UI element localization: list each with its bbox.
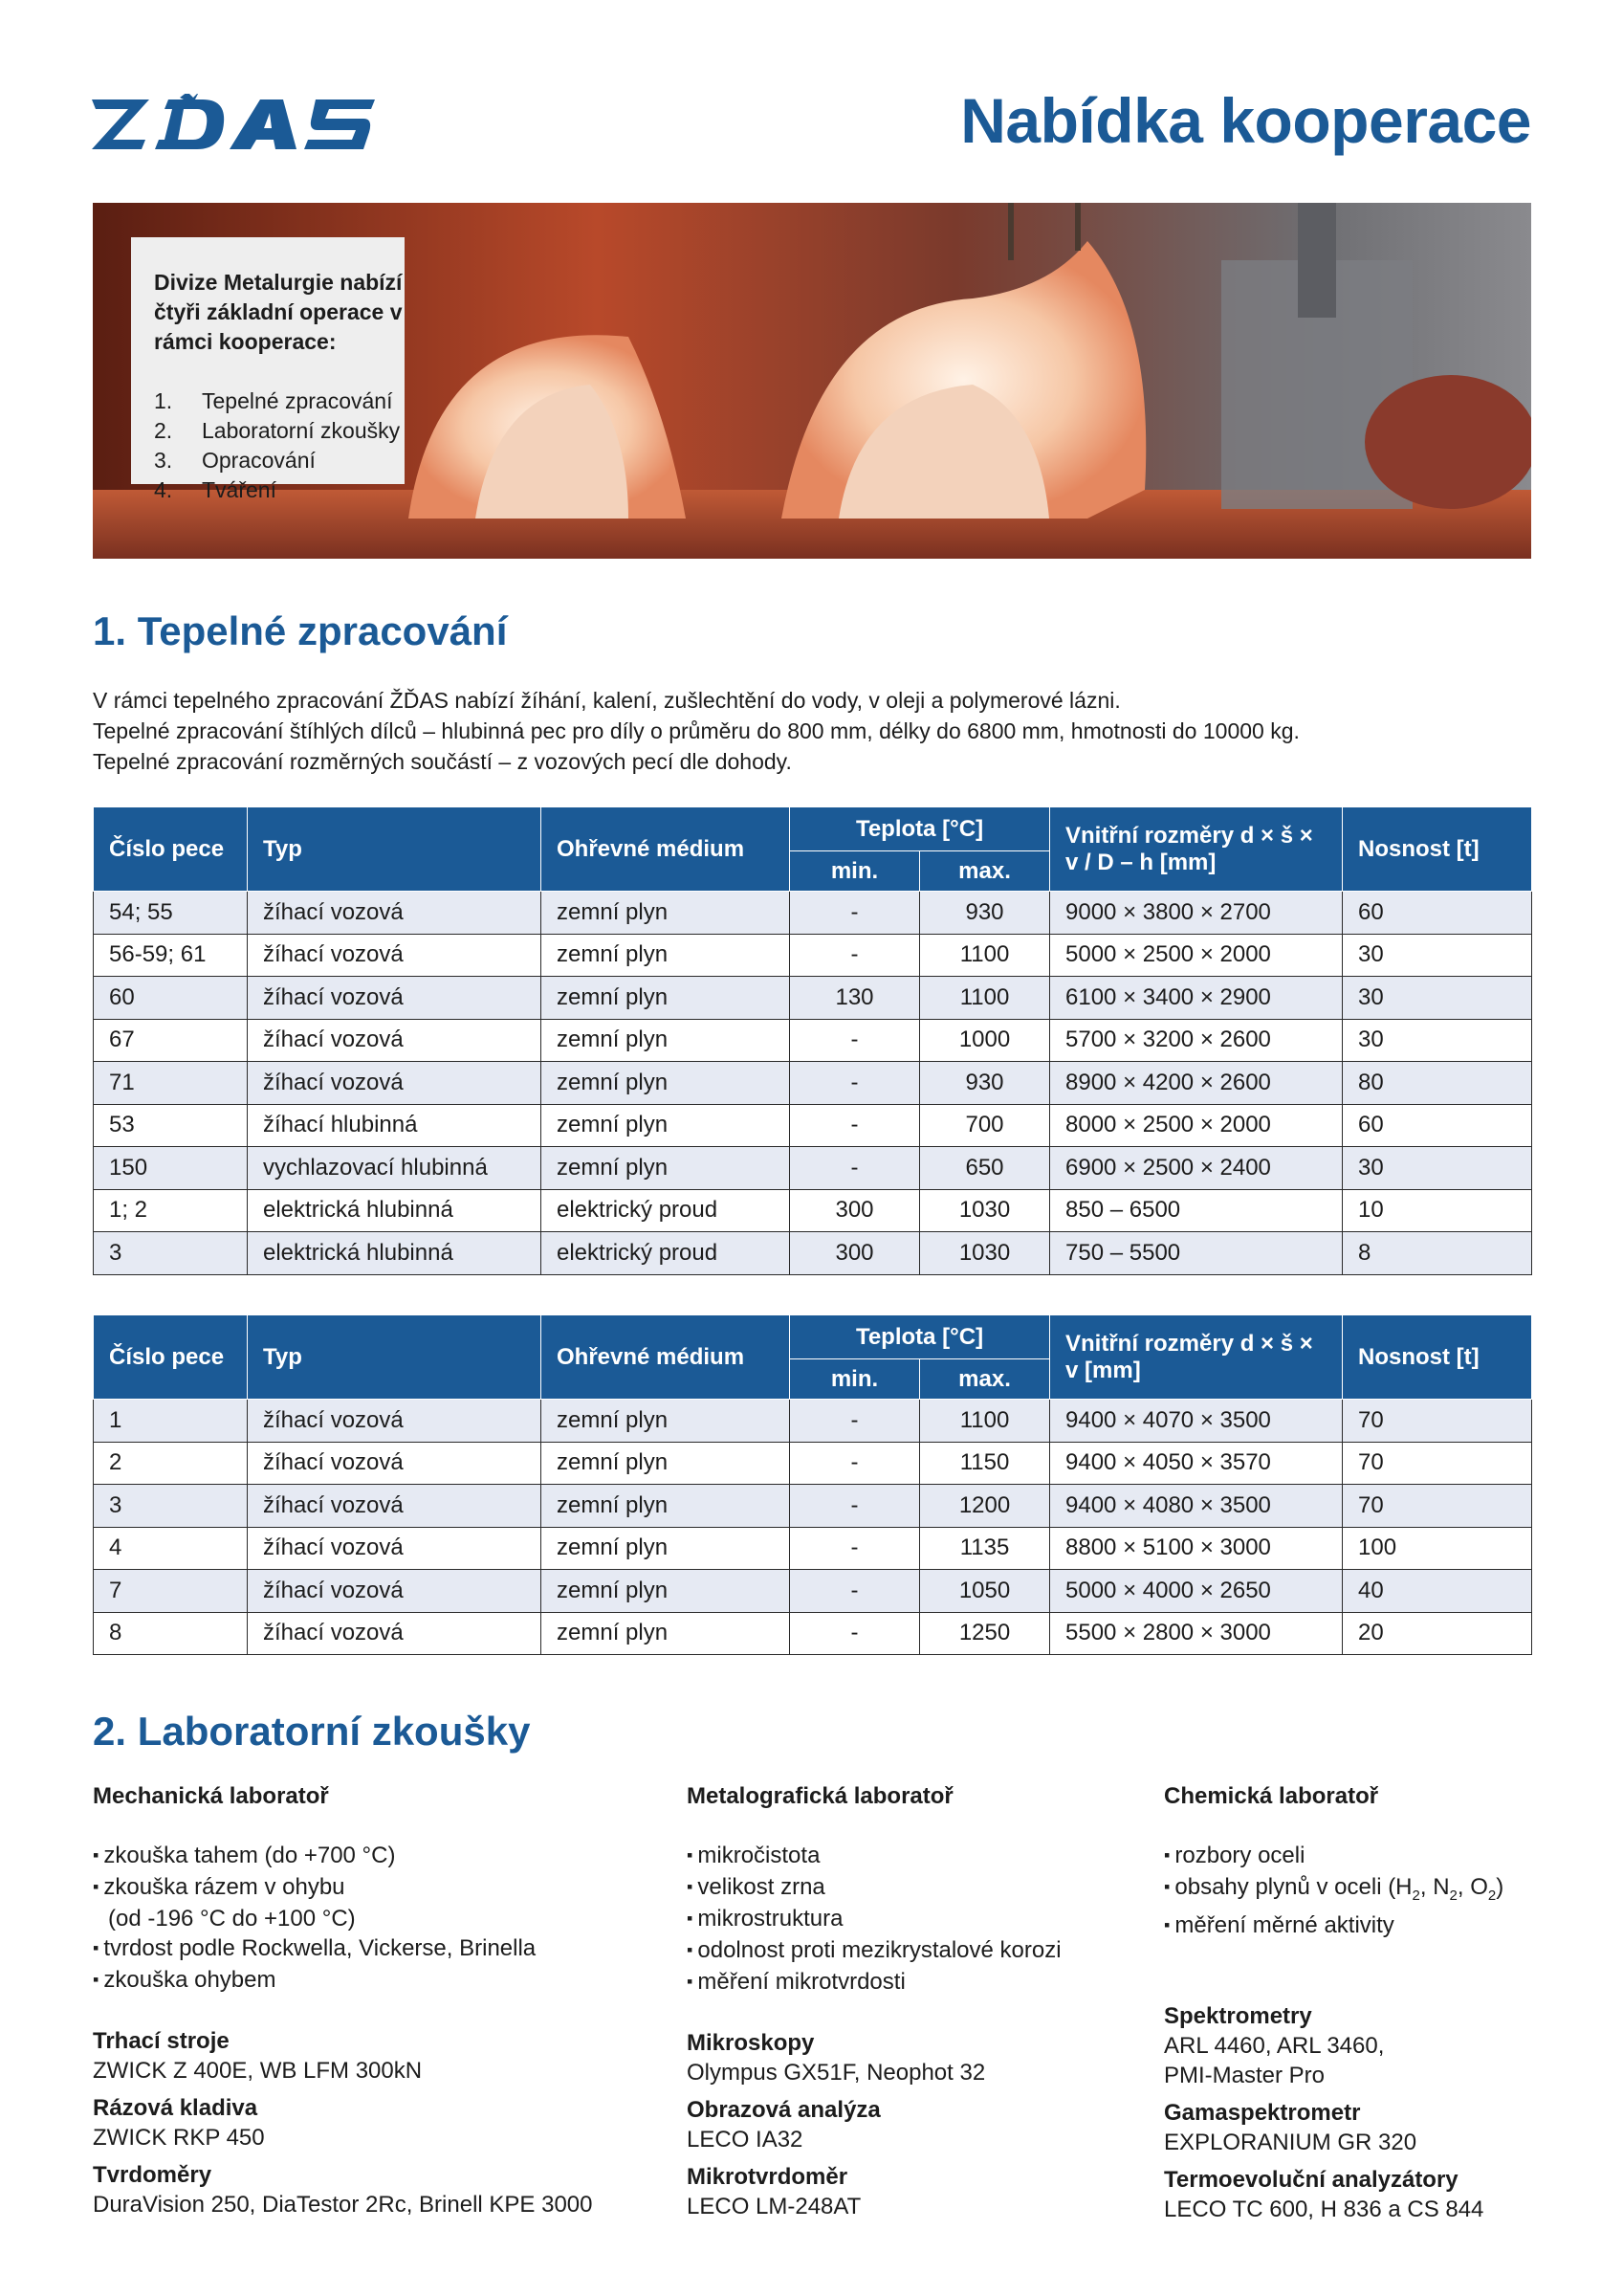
list-number: 3. <box>154 448 173 473</box>
col-header-capacity: Nosnost [t] <box>1343 1315 1532 1400</box>
cell-capacity: 30 <box>1343 1147 1532 1190</box>
operations-list <box>154 386 405 505</box>
list-item <box>154 416 405 446</box>
cell-temp-max: 1200 <box>920 1485 1050 1528</box>
cell-temp-max: 1000 <box>920 1019 1050 1062</box>
table-row <box>94 1104 1532 1147</box>
cell-temp-max: 1250 <box>920 1612 1050 1655</box>
cell-temp-max: 1050 <box>920 1570 1050 1613</box>
hero-info-box <box>131 237 405 502</box>
cell-temp-min: 300 <box>790 1189 920 1232</box>
hero-intro: Divize Metalurgie nabízí čtyři základní operace v rámci kooperace: <box>154 270 403 354</box>
cell-temp-min: - <box>790 1062 920 1105</box>
col-header-max: max. <box>920 1359 1050 1400</box>
cell-temp-min: - <box>790 892 920 935</box>
cell-capacity: 30 <box>1343 977 1532 1020</box>
table-row <box>94 1400 1532 1443</box>
cell-temp-max: 1135 <box>920 1527 1050 1570</box>
equipment-label: Mikroskopy <box>687 2030 815 2056</box>
equipment-value: DuraVision 250, DiaTestor 2Rc, Brinell KPE 3000 <box>93 2192 593 2218</box>
list-label: Tepelné zpracování <box>202 388 393 413</box>
cell-dimensions: 8000 × 2500 × 2000 <box>1050 1104 1343 1147</box>
cell-number: 60 <box>94 977 248 1020</box>
cell-medium: zemní plyn <box>541 1104 790 1147</box>
cell-temp-min: 300 <box>790 1232 920 1275</box>
cell-capacity: 60 <box>1343 892 1532 935</box>
section-heading-lab-tests: 2. Laboratorní zkoušky <box>93 1709 531 1754</box>
list-item <box>154 475 405 505</box>
cell-medium: zemní plyn <box>541 934 790 977</box>
list-item: ▪ měření měrné aktivity <box>1164 1910 1503 1942</box>
equipment-label: Termoevoluční analyzátory <box>1164 2166 1459 2193</box>
metallographic-lab-column <box>687 1781 1062 2221</box>
equipment-value: LECO LM-248AT <box>687 2194 862 2219</box>
cell-dimensions: 850 – 6500 <box>1050 1189 1343 1232</box>
cell-capacity: 100 <box>1343 1527 1532 1570</box>
cell-capacity: 30 <box>1343 1019 1532 1062</box>
equipment-label: Obrazová analýza <box>687 2097 881 2123</box>
cell-medium: zemní plyn <box>541 892 790 935</box>
cell-capacity: 60 <box>1343 1104 1532 1147</box>
cell-capacity: 70 <box>1343 1400 1532 1443</box>
equipment-value: ARL 4460, ARL 3460, <box>1164 2032 1385 2059</box>
cell-dimensions: 9400 × 4070 × 3500 <box>1050 1400 1343 1443</box>
col-header-temperature: Teplota [°C] <box>790 807 1050 851</box>
cell-type: vychlazovací hlubinná <box>248 1147 541 1190</box>
col-header-min: min. <box>790 851 920 892</box>
col-header-type: Typ <box>248 1315 541 1400</box>
cell-dimensions: 5000 × 2500 × 2000 <box>1050 934 1343 977</box>
table-row <box>94 1019 1532 1062</box>
cell-type: elektrická hlubinná <box>248 1189 541 1232</box>
cell-number: 150 <box>94 1147 248 1190</box>
list-item <box>154 386 405 416</box>
list-item: ▪ mikročistota <box>687 1841 1062 1872</box>
equipment-label: Tvrdoměry <box>93 2162 212 2188</box>
table-row <box>94 977 1532 1020</box>
cell-capacity: 8 <box>1343 1232 1532 1275</box>
furnace-table-1 <box>93 806 1532 1275</box>
table-body <box>94 1400 1532 1655</box>
cell-number: 71 <box>94 1062 248 1105</box>
list-label: Laboratorní zkoušky <box>202 418 401 443</box>
table-row <box>94 892 1532 935</box>
cell-dimensions: 6100 × 3400 × 2900 <box>1050 977 1343 1020</box>
cell-temp-min: - <box>790 1019 920 1062</box>
cell-temp-max: 1100 <box>920 934 1050 977</box>
cell-medium: elektrický proud <box>541 1189 790 1232</box>
equipment-value: Olympus GX51F, Neophot 32 <box>687 2060 986 2086</box>
col-header-max: max. <box>920 851 1050 892</box>
col-header-capacity: Nosnost [t] <box>1343 807 1532 892</box>
table-row <box>94 934 1532 977</box>
table-row <box>94 1485 1532 1528</box>
cell-temp-max: 1150 <box>920 1442 1050 1485</box>
list-label: Tváření <box>202 477 276 502</box>
cell-type: žíhací vozová <box>248 1570 541 1613</box>
cell-number: 1; 2 <box>94 1189 248 1232</box>
equipment-value: LECO TC 600, H 836 a CS 844 <box>1164 2196 1484 2222</box>
cell-medium: zemní plyn <box>541 1485 790 1528</box>
cell-capacity: 70 <box>1343 1442 1532 1485</box>
chemical-lab-column <box>1164 1781 1503 2224</box>
list-item: ▪ měření mikrotvrdosti <box>687 1967 1062 1998</box>
list-number: 1. <box>154 388 173 413</box>
cell-dimensions: 5500 × 2800 × 3000 <box>1050 1612 1343 1655</box>
hero-image <box>93 203 1531 559</box>
cell-temp-min: - <box>790 934 920 977</box>
equipment-label: Gamaspektrometr <box>1164 2099 1361 2126</box>
intro-line: Tepelné zpracování rozměrných součástí – z vozových pecí dle dohody. <box>93 749 792 774</box>
cell-medium: zemní plyn <box>541 1527 790 1570</box>
intro-line: V rámci tepelného zpracování ŽĎAS nabízí žíhání, kalení, zušlechtění do vody, v oleji a polymerové lázni. <box>93 688 1121 713</box>
col-header-type: Typ <box>248 807 541 892</box>
cell-medium: zemní plyn <box>541 1612 790 1655</box>
cell-temp-min: - <box>790 1485 920 1528</box>
cell-dimensions: 8800 × 5100 × 3000 <box>1050 1527 1343 1570</box>
cell-type: žíhací vozová <box>248 1442 541 1485</box>
list-item <box>154 446 405 475</box>
cell-temp-min: - <box>790 1104 920 1147</box>
cell-type: žíhací vozová <box>248 1400 541 1443</box>
col-header-medium: Ohřevné médium <box>541 807 790 892</box>
cell-type: žíhací vozová <box>248 934 541 977</box>
cell-temp-max: 650 <box>920 1147 1050 1190</box>
cell-capacity: 70 <box>1343 1485 1532 1528</box>
cell-type: žíhací vozová <box>248 977 541 1020</box>
list-item: ▪ zkouška ohybem <box>93 1965 593 1997</box>
table-row <box>94 1232 1532 1275</box>
cell-medium: zemní plyn <box>541 1147 790 1190</box>
table-row <box>94 1062 1532 1105</box>
cell-number: 8 <box>94 1612 248 1655</box>
table-row <box>94 1527 1532 1570</box>
col-header-medium: Ohřevné médium <box>541 1315 790 1400</box>
table-row <box>94 1189 1532 1232</box>
col-header-dimensions: Vnitřní rozměry d × š × v [mm] <box>1050 1315 1343 1400</box>
section-heading-heat-treatment: 1. Tepelné zpracování <box>93 608 508 653</box>
cell-temp-min: - <box>790 1570 920 1613</box>
cell-number: 4 <box>94 1527 248 1570</box>
cell-type: žíhací vozová <box>248 892 541 935</box>
section-intro <box>93 685 1527 777</box>
cell-number: 7 <box>94 1570 248 1613</box>
cell-number: 2 <box>94 1442 248 1485</box>
cell-capacity: 80 <box>1343 1062 1532 1105</box>
cell-dimensions: 6900 × 2500 × 2400 <box>1050 1147 1343 1190</box>
cell-temp-max: 1100 <box>920 977 1050 1020</box>
column-title: Metalografická laboratoř <box>687 1783 954 1809</box>
equipment-value: ZWICK RKP 450 <box>93 2125 265 2151</box>
cell-capacity: 10 <box>1343 1189 1532 1232</box>
cell-number: 3 <box>94 1232 248 1275</box>
cell-temp-min: 130 <box>790 977 920 1020</box>
list-item: ▪ tvrdost podle Rockwella, Vickerse, Brinella <box>93 1933 593 1965</box>
col-header-number: Číslo pece <box>94 807 248 892</box>
table-row <box>94 1612 1532 1655</box>
cell-dimensions: 9400 × 4080 × 3500 <box>1050 1485 1343 1528</box>
cell-type: žíhací vozová <box>248 1062 541 1105</box>
cell-number: 67 <box>94 1019 248 1062</box>
cell-dimensions: 9400 × 4050 × 3570 <box>1050 1442 1343 1485</box>
equipment-value: EXPLORANIUM GR 320 <box>1164 2129 1417 2155</box>
list-label: Opracování <box>202 448 316 473</box>
list-item-continuation: (od -196 °C do +100 °C) <box>108 1906 356 1932</box>
cell-dimensions: 5700 × 3200 × 2600 <box>1050 1019 1343 1062</box>
cell-temp-max: 1030 <box>920 1232 1050 1275</box>
equipment-label: Rázová kladiva <box>93 2095 258 2121</box>
column-title: Mechanická laboratoř <box>93 1783 329 1809</box>
col-header-number: Číslo pece <box>94 1315 248 1400</box>
furnace-table-2 <box>93 1314 1532 1655</box>
cell-type: žíhací hlubinná <box>248 1104 541 1147</box>
cell-temp-min: - <box>790 1147 920 1190</box>
list-item: ▪ odolnost proti mezikrystalové korozi <box>687 1935 1062 1967</box>
cell-type: žíhací vozová <box>248 1485 541 1528</box>
cell-medium: zemní plyn <box>541 1062 790 1105</box>
list-item-gases: ▪ obsahy plynů v oceli ($H_2$, $N_2$, $O_2$) <box>1164 1872 1503 1910</box>
cell-medium: zemní plyn <box>541 1400 790 1443</box>
cell-number: 56-59; 61 <box>94 934 248 977</box>
cell-dimensions: 5000 × 4000 × 2650 <box>1050 1570 1343 1613</box>
cell-capacity: 20 <box>1343 1612 1532 1655</box>
cell-type: žíhací vozová <box>248 1019 541 1062</box>
cell-temp-max: 700 <box>920 1104 1050 1147</box>
cell-temp-min: - <box>790 1612 920 1655</box>
cell-temp-max: 1030 <box>920 1189 1050 1232</box>
cell-medium: elektrický proud <box>541 1232 790 1275</box>
column-title: Chemická laboratoř <box>1164 1783 1379 1809</box>
cell-type: elektrická hlubinná <box>248 1232 541 1275</box>
mechanical-lab-column <box>93 1781 593 2219</box>
cell-number: 1 <box>94 1400 248 1443</box>
cell-capacity: 30 <box>1343 934 1532 977</box>
cell-type: žíhací vozová <box>248 1527 541 1570</box>
cell-number: 53 <box>94 1104 248 1147</box>
cell-capacity: 40 <box>1343 1570 1532 1613</box>
col-header-temperature: Teplota [°C] <box>790 1315 1050 1359</box>
cell-number: 3 <box>94 1485 248 1528</box>
table-row <box>94 1442 1532 1485</box>
col-header-dimensions: Vnitřní rozměry d × š × v / D – h [mm] <box>1050 807 1343 892</box>
list-item: ▪ rozbory oceli <box>1164 1841 1503 1872</box>
cell-medium: zemní plyn <box>541 1570 790 1613</box>
equipment-label: Mikrotvrdoměr <box>687 2164 848 2190</box>
page-title: Nabídka kooperace <box>960 85 1531 156</box>
equipment-label: Spektrometry <box>1164 2002 1312 2029</box>
cell-medium: zemní plyn <box>541 977 790 1020</box>
col-header-min: min. <box>790 1359 920 1400</box>
cell-type: žíhací vozová <box>248 1612 541 1655</box>
cell-dimensions: 9000 × 3800 × 2700 <box>1050 892 1343 935</box>
list-item: ▪ velikost zrna <box>687 1872 1062 1904</box>
cell-temp-max: 1100 <box>920 1400 1050 1443</box>
list-item: ▪ zkouška rázem v ohybu <box>93 1872 593 1904</box>
intro-line: Tepelné zpracování štíhlých dílců – hlubinná pec pro díly o průměru do 800 mm, délky do 6800 mm, hmotnosti do 10000 kg. <box>93 718 1300 743</box>
cell-dimensions: 8900 × 4200 × 2600 <box>1050 1062 1343 1105</box>
list-item: ▪ mikrostruktura <box>687 1904 1062 1935</box>
table-row <box>94 1570 1532 1613</box>
equipment-value: ZWICK Z 400E, WB LFM 300kN <box>93 2058 423 2084</box>
cell-temp-min: - <box>790 1442 920 1485</box>
equipment-value: LECO IA32 <box>687 2127 803 2152</box>
cell-temp-max: 930 <box>920 1062 1050 1105</box>
zdas-logo <box>92 94 375 151</box>
cell-medium: zemní plyn <box>541 1019 790 1062</box>
cell-number: 54; 55 <box>94 892 248 935</box>
cell-medium: zemní plyn <box>541 1442 790 1485</box>
table-body <box>94 892 1532 1275</box>
table-row <box>94 1147 1532 1190</box>
cell-temp-min: - <box>790 1527 920 1570</box>
cell-dimensions: 750 – 5500 <box>1050 1232 1343 1275</box>
list-item: ▪ zkouška tahem (do +700 °C) <box>93 1841 593 1872</box>
list-number: 2. <box>154 418 173 443</box>
list-number: 4. <box>154 477 173 502</box>
equipment-value: PMI-Master Pro <box>1164 2062 1326 2088</box>
equipment-label: Trhací stroje <box>93 2028 230 2054</box>
cell-temp-max: 930 <box>920 892 1050 935</box>
cell-temp-min: - <box>790 1400 920 1443</box>
